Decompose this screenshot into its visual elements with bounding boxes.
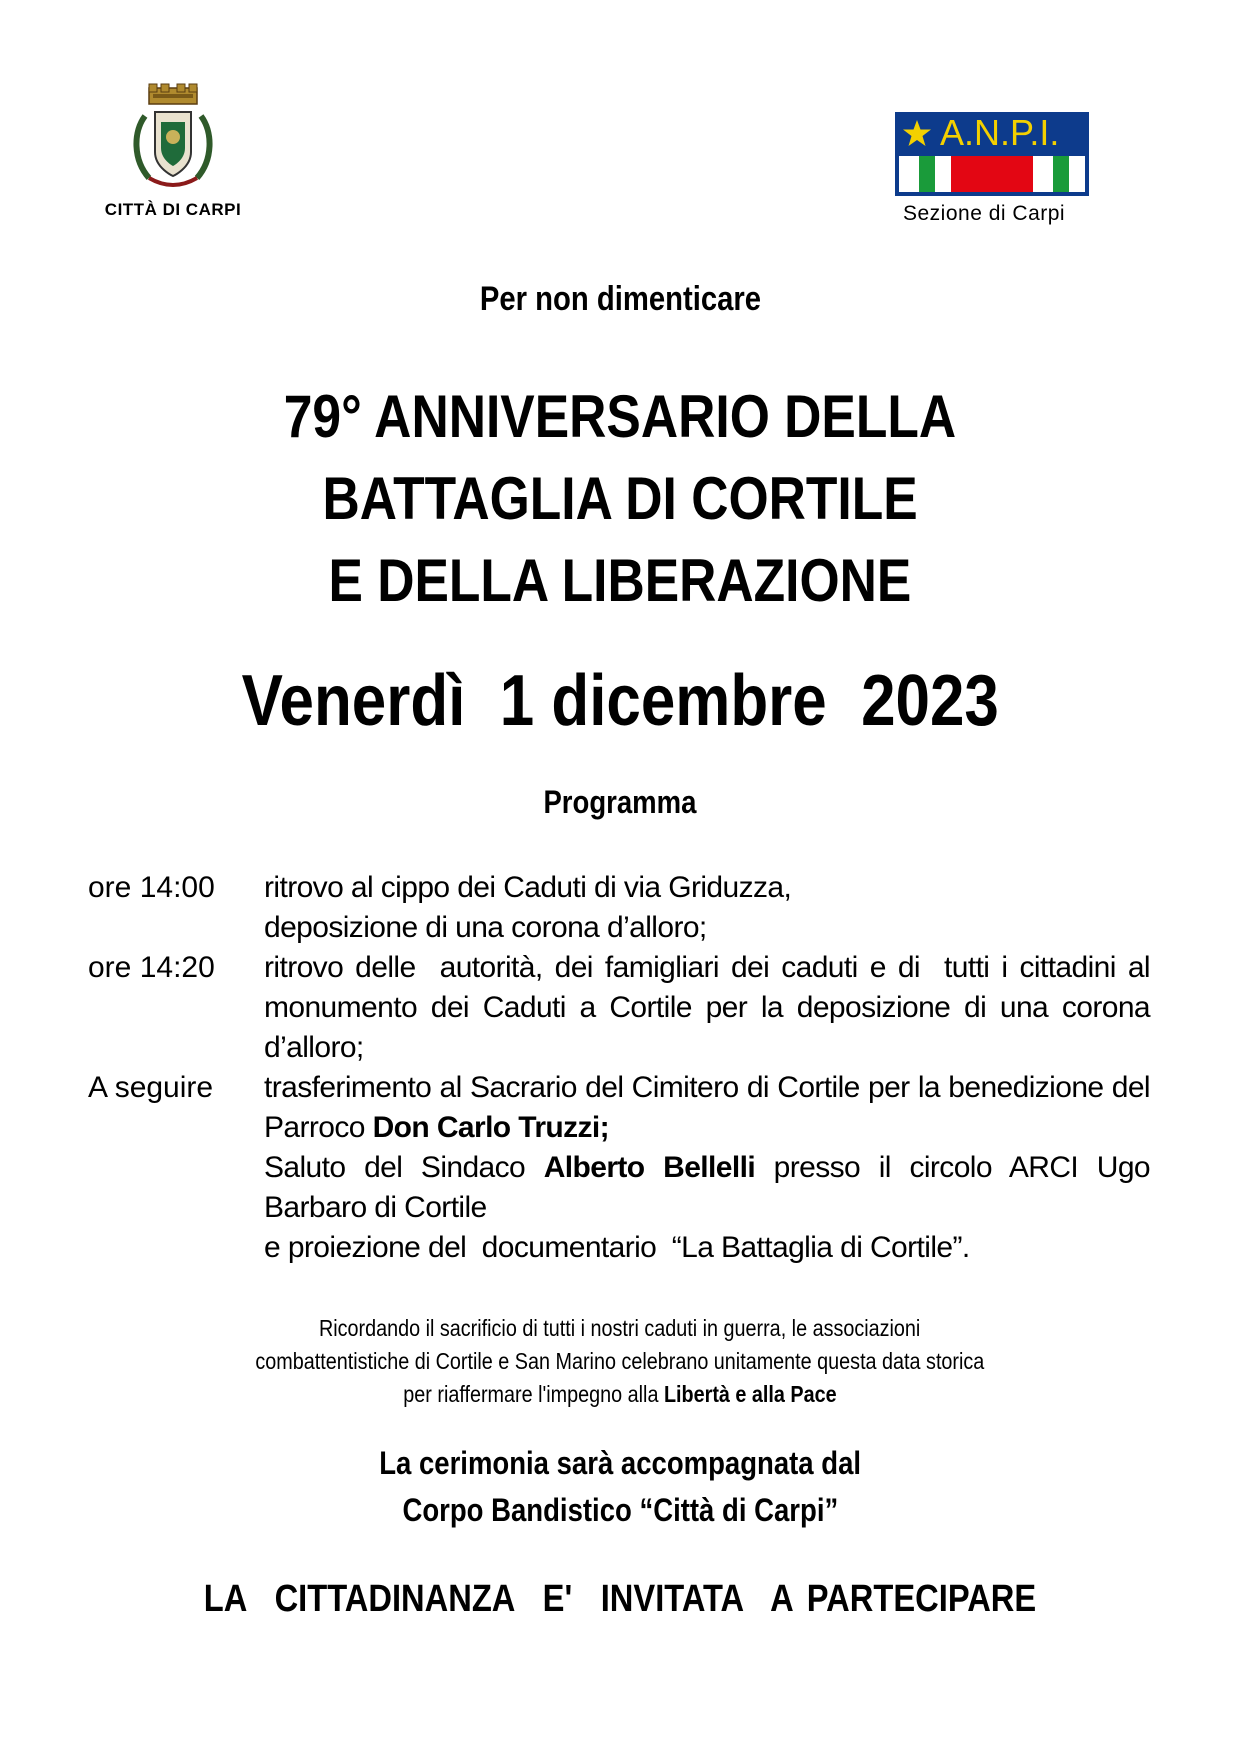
star-icon (902, 119, 932, 147)
page-title (0, 376, 1240, 622)
schedule-time: ore 14:00 (88, 871, 215, 904)
carpi-coat-of-arms-icon (127, 82, 219, 194)
schedule-time: ore 14:20 (88, 951, 215, 984)
schedule-row (88, 868, 1150, 948)
anpi-logo (895, 112, 1095, 226)
mayor-name: Alberto Bellelli (543, 1151, 756, 1184)
subtitle: Per non dimenticare (479, 280, 761, 318)
anpi-section-label: Sezione di Carpi (903, 202, 1066, 225)
band-announcement: La cerimonia sarà accompagnata dal Corpo Bandistico “Città di Carpi” (379, 1445, 861, 1528)
schedule-row (88, 948, 1158, 1068)
title-line-3: E DELLA LIBERAZIONE (328, 547, 912, 614)
title-line-2: BATTAGLIA DI CORTILE (322, 465, 918, 532)
anpi-badge-text: A.N.P.I. (940, 112, 1060, 153)
event-date: Venerdì 1 dicembre 2023 (241, 661, 999, 741)
closing-remarks: Ricordando il sacrificio di tutti i nostri caduti in guerra, le associazioni combattentistiche di Cortile e San Marino celebrano unitamente questa data storica per riaffermare l'impegno alla Libertà e alla Pace (255, 1315, 985, 1407)
program-heading: Programma (543, 784, 697, 820)
program-schedule (88, 868, 1158, 1268)
title-line-1: 79° ANNIVERSARIO DELLA (283, 383, 957, 450)
schedule-description: ritrovo al cippo dei Caduti di via Griduzza, deposizione di una corona d’alloro; (264, 871, 792, 944)
city-of-carpi-logo (88, 82, 258, 220)
public-invitation: LA CITTADINANZA E' INVITATA A PARTECIPARE (203, 1578, 1037, 1620)
priest-name: Don Carlo Truzzi; (372, 1111, 610, 1144)
schedule-row (88, 1068, 1150, 1268)
schedule-description: ritrovo delle autorità, dei famigliari dei caduti e di tutti i cittadini al monumento dei Caduti a Cortile per la deposizione di una corona d’alloro; (264, 951, 1158, 1064)
schedule-time: A seguire (88, 1071, 214, 1104)
schedule-description: trasferimento al Sacrario del Cimitero di Cortile per la benedizione del Parroco Don Carlo Truzzi; Saluto del Sindaco Alberto Bellelli presso il circolo ARCI Ugo Barbaro di Cortile e proiezione del documentario “La Battaglia di Cortile”. (264, 1071, 1151, 1264)
city-name-label: CITTÀ DI CARPI (104, 200, 242, 219)
italian-flag-stripes (899, 156, 1085, 192)
anpi-badge (895, 112, 1089, 196)
